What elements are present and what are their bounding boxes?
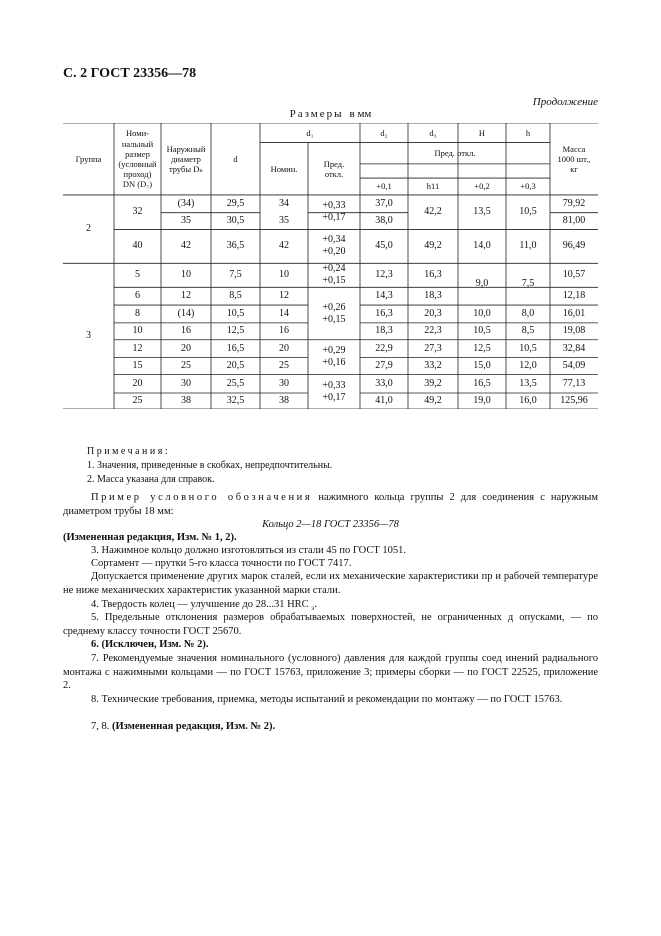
cell-d1-tol [308, 287, 360, 339]
table-title-unit: в мм [349, 108, 372, 120]
cell-line: +0,15 [322, 313, 346, 325]
cell-line: +0,24 [322, 263, 346, 275]
example-text: нажимного кольца группы 2 для соединения с наружным диаметром трубы 18 мм: [63, 492, 598, 517]
cell-d1: 12 [279, 290, 289, 302]
cell-d3: 49,2 [424, 394, 442, 406]
cell-h: 13,5 [519, 377, 537, 389]
cell-outer: 42 [181, 240, 191, 252]
cell-d: 10,5 [226, 307, 245, 319]
cell-dn: 15 [132, 359, 143, 371]
note-item: 1. Значения, приведенные в скобках, непредпочтительны. [87, 460, 333, 471]
header-tol-d3: h11 [426, 181, 440, 192]
cell-d1-tol [308, 340, 360, 375]
paragraph-78 [63, 720, 598, 734]
cell-H: 12,5 [473, 342, 491, 354]
cell-d1-tol [308, 195, 360, 230]
paragraph-3c: Допускается применение других марок сталей, если их механические характеристики пр и рабочей температуре не ниже механических характеристик указанной марки стали. [63, 571, 598, 596]
cell-d: 16,5 [226, 342, 245, 354]
page-header: С. 2 ГОСТ 23356—78 [63, 66, 197, 81]
cell-outer: 12 [181, 290, 191, 302]
cell-line: (условный [118, 158, 157, 169]
dimensions-table [63, 123, 598, 409]
cell-d1: 35 [279, 215, 289, 227]
cell-line: +0,20 [322, 246, 346, 258]
paragraph-7: 7. Рекомендуемые значения номинального (условного) давления для каждой группы соед инений радиального монтажа с нажимными кольцами — по ГОСТ 15763, приложение 3; примеры сборки — по ГОСТ 22525, приложение 2. [63, 653, 598, 691]
revision-note: (Измененная редакция, Изм. № 1, 2). [63, 532, 237, 543]
cell-d2: 33,0 [375, 377, 393, 389]
table-title [0, 108, 661, 120]
cell-h: 12,0 [519, 359, 537, 371]
cell-line: +0,17 [322, 391, 346, 403]
cell-mass: 96,49 [562, 240, 586, 252]
cell-H: 19,0 [473, 394, 491, 406]
cell-H: 9,0 [475, 278, 489, 290]
header-d: d [233, 153, 238, 164]
cell-d1: 30 [279, 377, 289, 389]
header-pred-otkl: Пред. откл. [434, 148, 476, 159]
note-item: 2. Масса указана для справок. [87, 474, 215, 485]
cell-mass: 32,84 [562, 342, 586, 354]
example-paragraph [63, 491, 598, 518]
cell-d1-tol [308, 374, 360, 409]
paragraph-3b: Сортамент — прутки 5-го класса точности по ГОСТ 7417. [91, 558, 352, 569]
header-h: h [525, 127, 531, 138]
cell-line: +0,29 [322, 345, 346, 357]
cell-d2: 18,3 [375, 325, 393, 337]
designation: Кольцо 2—18 ГОСТ 23356—78 [262, 519, 399, 530]
paragraph-3: 3. Нажимное кольцо должно изготовляться из стали 45 по ГОСТ 1051. [91, 545, 407, 556]
cell-d3: 22,3 [424, 325, 442, 337]
header-tol-H: +0,2 [474, 181, 490, 192]
cell-outer: 20 [181, 342, 191, 354]
cell-d: 12,5 [226, 325, 245, 337]
header-d1-nom: Номин. [270, 163, 298, 174]
cell-mass: 77,13 [562, 377, 586, 389]
cell-dn: 32 [132, 206, 143, 218]
cell-line: 1000 шт., [557, 153, 591, 164]
cell-d3: 20,3 [424, 307, 442, 319]
cell-dn: 12 [132, 342, 143, 354]
cell-d2: 14,3 [375, 290, 393, 302]
paragraph-78-num: 7, 8. [91, 721, 112, 732]
cell-d1-tol [308, 230, 360, 264]
cell-d: 32,5 [226, 394, 245, 406]
cell-d2: 37,0 [375, 197, 393, 209]
cell-d: 36,5 [226, 240, 245, 252]
cell-d2: 27,9 [375, 359, 393, 371]
cell-outer: 38 [181, 394, 191, 406]
cell-outer: (14) [177, 307, 195, 319]
cell-d1: 38 [279, 394, 289, 406]
cell-h: 8,5 [521, 325, 535, 337]
cell-d1: 14 [279, 307, 289, 319]
cell-line: +0,17 [322, 212, 346, 224]
cell-line: размер [125, 148, 150, 159]
header-d1-tol [308, 143, 360, 195]
cell-d1: 25 [279, 359, 289, 371]
cell-outer: 30 [181, 377, 191, 389]
cell-outer: 25 [181, 359, 191, 371]
cell-dn: 8 [135, 307, 140, 319]
cell-d3: 49,2 [424, 240, 442, 252]
cell-outer: 35 [181, 215, 191, 227]
cell-dn: 25 [132, 394, 143, 406]
cell-d2: 41,0 [375, 394, 393, 406]
cell-dn: 40 [132, 240, 143, 252]
cell-line: Номи- [126, 128, 149, 139]
cell-mass: 125,96 [560, 394, 588, 406]
cell-line: трубы Dₙ [168, 164, 204, 175]
cell-dn: 20 [132, 377, 143, 389]
cell-line: +0,33 [322, 379, 346, 391]
cell-d1: 34 [279, 197, 289, 209]
cell-d1: 20 [279, 342, 289, 354]
paragraph-8: 8. Технические требования, приемка, методы испытаний и рекомендации по монтажу — по ГОСТ 15763. [91, 694, 563, 705]
cell-d1: 16 [279, 325, 289, 337]
cell-H: 10,5 [473, 325, 491, 337]
cell-H: 13,5 [473, 206, 491, 218]
cell-outer: (34) [177, 197, 195, 209]
cell-mass: 81,00 [562, 215, 586, 227]
header-group: Группа [75, 153, 102, 164]
group-label: 2 [86, 223, 91, 235]
header-outer [161, 123, 211, 195]
cell-H: 15,0 [473, 359, 491, 371]
cell-h: 16,0 [519, 394, 537, 406]
cell-d2: 12,3 [375, 269, 393, 281]
cell-h: 10,5 [519, 342, 537, 354]
header-tol-d2: +0,1 [376, 181, 392, 192]
cell-d: 25,5 [226, 377, 245, 389]
cell-outer: 10 [181, 269, 191, 281]
cell-d1: 10 [279, 269, 289, 281]
cell-line: +0,26 [322, 301, 346, 313]
cell-d3: 42,2 [424, 206, 442, 218]
cell-dn: 5 [135, 269, 140, 281]
cell-line: Пред. [323, 158, 345, 169]
cell-H: 14,0 [473, 240, 491, 252]
cell-mass: 54,09 [562, 359, 586, 371]
cell-line: Масса [562, 143, 586, 154]
cell-d: 30,5 [226, 215, 245, 227]
cell-h: 8,0 [521, 307, 535, 319]
cell-line: Наружный [166, 143, 206, 154]
cell-line: +0,34 [322, 234, 346, 246]
cell-line: откл. [324, 168, 344, 179]
notes-title: Примечания: [87, 446, 171, 457]
cell-line: +0,15 [322, 275, 346, 287]
cell-d3: 33,2 [424, 359, 442, 371]
cell-d3: 18,3 [424, 290, 442, 302]
cell-d2: 45,0 [375, 240, 393, 252]
cell-d1-tol [308, 263, 360, 287]
cell-H: 16,5 [473, 377, 491, 389]
cell-d3: 16,3 [424, 269, 442, 281]
cell-d2: 38,0 [375, 215, 393, 227]
cell-d: 29,5 [226, 197, 245, 209]
cell-h: 10,5 [519, 206, 537, 218]
cell-d3: 27,3 [424, 342, 442, 354]
cell-mass: 10,57 [562, 269, 586, 281]
header-d2: d₂ [380, 127, 388, 138]
header-tol-h: +0,3 [520, 181, 536, 192]
cell-d1: 42 [279, 240, 289, 252]
table-title-main: Размеры [289, 108, 344, 120]
cell-line: кг [570, 164, 578, 175]
cell-line: проход) [123, 169, 152, 180]
header-nominal [114, 123, 161, 195]
paragraph-78-bold: (Измененная редакция, Изм. № 2). [112, 721, 276, 732]
group-label: 3 [86, 330, 91, 342]
cell-line: +0,16 [322, 357, 346, 369]
cell-line: диаметр [171, 153, 201, 164]
cell-h: 7,5 [521, 278, 535, 290]
continuation-label: Продолжение [532, 96, 598, 108]
example-heading: Пример условного обозначения [91, 492, 313, 503]
paragraph-4-end: . [314, 599, 317, 610]
cell-line: DN (D₇) [122, 179, 153, 190]
cell-mass: 79,92 [562, 197, 586, 209]
cell-mass: 19,08 [562, 325, 586, 337]
cell-outer: 16 [181, 325, 191, 337]
cell-mass: 12,18 [562, 290, 586, 302]
notes [87, 445, 332, 487]
cell-d2: 22,9 [375, 342, 393, 354]
cell-h: 11,0 [519, 240, 537, 252]
paragraph-4-sub: э [311, 604, 315, 613]
cell-d: 7,5 [229, 269, 242, 281]
cell-d: 20,5 [226, 359, 245, 371]
cell-H: 10,0 [473, 307, 491, 319]
cell-mass: 16,01 [562, 307, 586, 319]
cell-d2: 16,3 [375, 307, 393, 319]
header-d1: d₁ [306, 127, 314, 138]
header-d3: d₃ [429, 127, 437, 138]
paragraph-6: 6. (Исключен, Изм. № 2). [91, 639, 209, 650]
cell-line: +0,33 [322, 200, 346, 212]
cell-dn: 6 [135, 290, 140, 302]
paragraph-5: 5. Предельные отклонения размеров обрабатываемых поверхностей, не ограниченных д опусками, — по среднему классу точности ГОСТ 25670. [63, 612, 598, 637]
cell-line: нальный [121, 138, 154, 149]
paragraph-4-text: 4. Твердость колец — улучшение до 28...31 HRC [91, 599, 312, 610]
cell-dn: 10 [132, 325, 143, 337]
cell-d: 8,5 [229, 290, 242, 302]
header-mass [550, 123, 598, 195]
header-H: H [478, 127, 486, 138]
cell-d3: 39,2 [424, 377, 442, 389]
